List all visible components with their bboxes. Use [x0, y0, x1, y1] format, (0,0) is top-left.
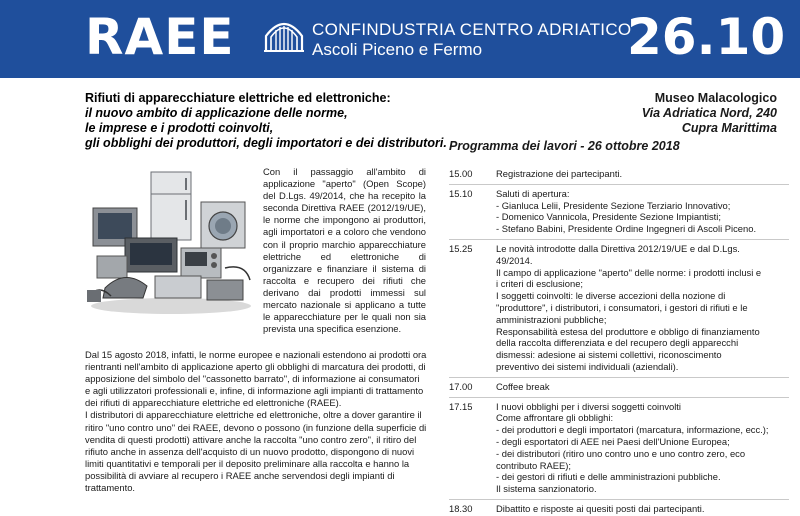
slot-text: i criteri di esclusione; [496, 278, 584, 290]
slot-text: contributo RAEE); [496, 459, 572, 471]
slot-time: 17.00 [449, 380, 473, 392]
slot-text: dismessi: adesione ai sistemi collettivi, riconoscimento [496, 349, 722, 361]
intro-paragraph: Con il passaggio all'ambito di applicazione "aperto" (Open Scope) del D.Lgs. 49/2014, che ha recepito la seconda Direttiva RAEE (2012/19/UE), le norme che impongono ai produttori, agli importatori e a coloro che vendono con il proprio marchio apparecchiature elettriche ed elettroniche di organizzare e finanziare il sistema di raccolta e recupero dei rifiuti che derivano dai prodotti immessi sul mercato nazionale si applicano a tutte le apparecchiature per le quali non sia prevista una specifica esenzione. [263, 166, 426, 335]
program-slot [449, 185, 789, 240]
body-text [85, 349, 427, 494]
header-banner [0, 0, 800, 78]
program-slot [449, 240, 789, 378]
venue-block [642, 91, 777, 136]
slot-text: Dibattito e risposte ai quesiti posti dai partecipanti. [496, 502, 705, 514]
slot-text: Il sistema sanzionatorio. [496, 483, 597, 495]
slot-text: - degli esportatori di AEE nei Paesi dell'Unione Europea; [496, 435, 730, 447]
slot-text: Come affrontare gli obblighi: [496, 412, 614, 424]
event-date: 26.10 [627, 8, 786, 66]
body-paragraph: I distributori di apparecchiature elettriche ed elettroniche, oltre a dover garantire il ritiro "uno contro uno" dei RAEE, devono o possono (in funzione della superficie di vendita di questi prodotti) attivare anche la raccolta "uno contro zero", il ritiro del rifiuto anche in assenza dell'acquisto di un nuovo prodotto, dispongono di nuovi limiti quantitativi e temporali per il deposito preliminare alla raccolta e hanno la possibilità di avviare al recupero i RAEE anche servendosi degli impianti di trattamento. [85, 409, 427, 494]
slot-text: - dei produttori e degli importatori (marcatura, informazione, ecc.); [496, 424, 769, 436]
slot-text: amministrazioni pubbliche; [496, 313, 607, 325]
slot-text: - Gianluca Lelii, Presidente Sezione Terziario Innovativo; [496, 199, 731, 211]
venue-address: Via Adriatica Nord, 240 [641, 106, 777, 120]
slot-text: I soggetti coinvolti: le diverse accezioni della nozione di [496, 290, 726, 302]
slot-text: - Stefano Babini, Presidente Ordine Ingegneri di Ascoli Piceno. [496, 223, 757, 235]
document-title: Rifiuti di apparecchiature elettriche ed elettroniche: [85, 91, 391, 105]
slot-text: Le novità introdotte dalla Direttiva 2012/19/UE e dal D.Lgs. [496, 242, 740, 254]
slot-text: Coffee break [496, 380, 550, 392]
confindustria-logo-icon [262, 14, 306, 54]
slot-text: 49/2014. [496, 254, 533, 266]
slot-text: - dei gestori di rifiuti e delle amministrazioni pubbliche. [496, 471, 721, 483]
slot-time: 15.00 [449, 168, 473, 179]
slot-text: - dei distributori (ritiro uno contro uno e uno contro zero, eco [496, 447, 746, 459]
slot-text: Il campo di applicazione "aperto" delle norme: i prodotti inclusi e [496, 266, 762, 278]
venue-name: Museo Malacologico [654, 91, 777, 105]
slot-text: preventivo dei sistemi individuali (aziendali). [496, 360, 679, 372]
body-paragraph: Dal 15 agosto 2018, infatti, le norme europee e nazionali estendono ai prodotti ora rientranti nell'ambito di applicazione aperto gli obblighi di marcatura dei prodotti, di apposizione del simbolo del "cassonetto barrato", di informazione ai consumatori e agli utilizzatori professionali e, infine, di informazione agli impianti di trattamento dei rifiuti di apparecchiature elettriche ed elettroniche (RAEE). [85, 349, 427, 409]
slot-text: Registrazione dei partecipanti. [496, 168, 623, 179]
venue-city: Cupra Marittima [681, 121, 777, 135]
program-slot [449, 165, 789, 185]
organization-name: CONFINDUSTRIA CENTRO ADRIATICO [312, 20, 632, 39]
document-subtitle-line: le imprese e i prodotti coinvolti, [85, 121, 274, 135]
document-subtitle-line: gli obblighi dei produttori, degli importatori e dei distributori. [85, 136, 447, 150]
slot-text: della raccolta differenziata e del recupero degli apparecchi [496, 337, 739, 349]
slot-text: "produttore", i distributori, i consumatori, i gestori di rifiuti e le [496, 301, 748, 313]
slot-time: 17.15 [449, 400, 473, 412]
slot-text: - Domenico Vannicola, Presidente Sezione Impiantisti; [496, 211, 721, 223]
program-slot [449, 500, 789, 516]
electronic-waste-illustration [85, 168, 257, 316]
slot-text: I nuovi obblighi per i diversi soggetti coinvolti [496, 400, 681, 412]
slot-time: 15.25 [449, 242, 473, 254]
document-subtitle-line: il nuovo ambito di applicazione delle norme, [85, 106, 348, 120]
program-title: Programma dei lavori - 26 ottobre 2018 [449, 139, 680, 153]
organization-location: Ascoli Piceno e Fermo [312, 40, 483, 59]
slot-time: 18.30 [449, 502, 473, 514]
program-slot [449, 398, 789, 500]
slot-time: 15.10 [449, 187, 473, 199]
program-schedule [449, 165, 789, 516]
slot-text: Responsabilità estesa del produttore e obbligo di finanziamento [496, 325, 760, 337]
program-slot [449, 378, 789, 398]
event-acronym: RAEE [85, 8, 235, 66]
slot-text: Saluti di apertura: [496, 187, 570, 199]
